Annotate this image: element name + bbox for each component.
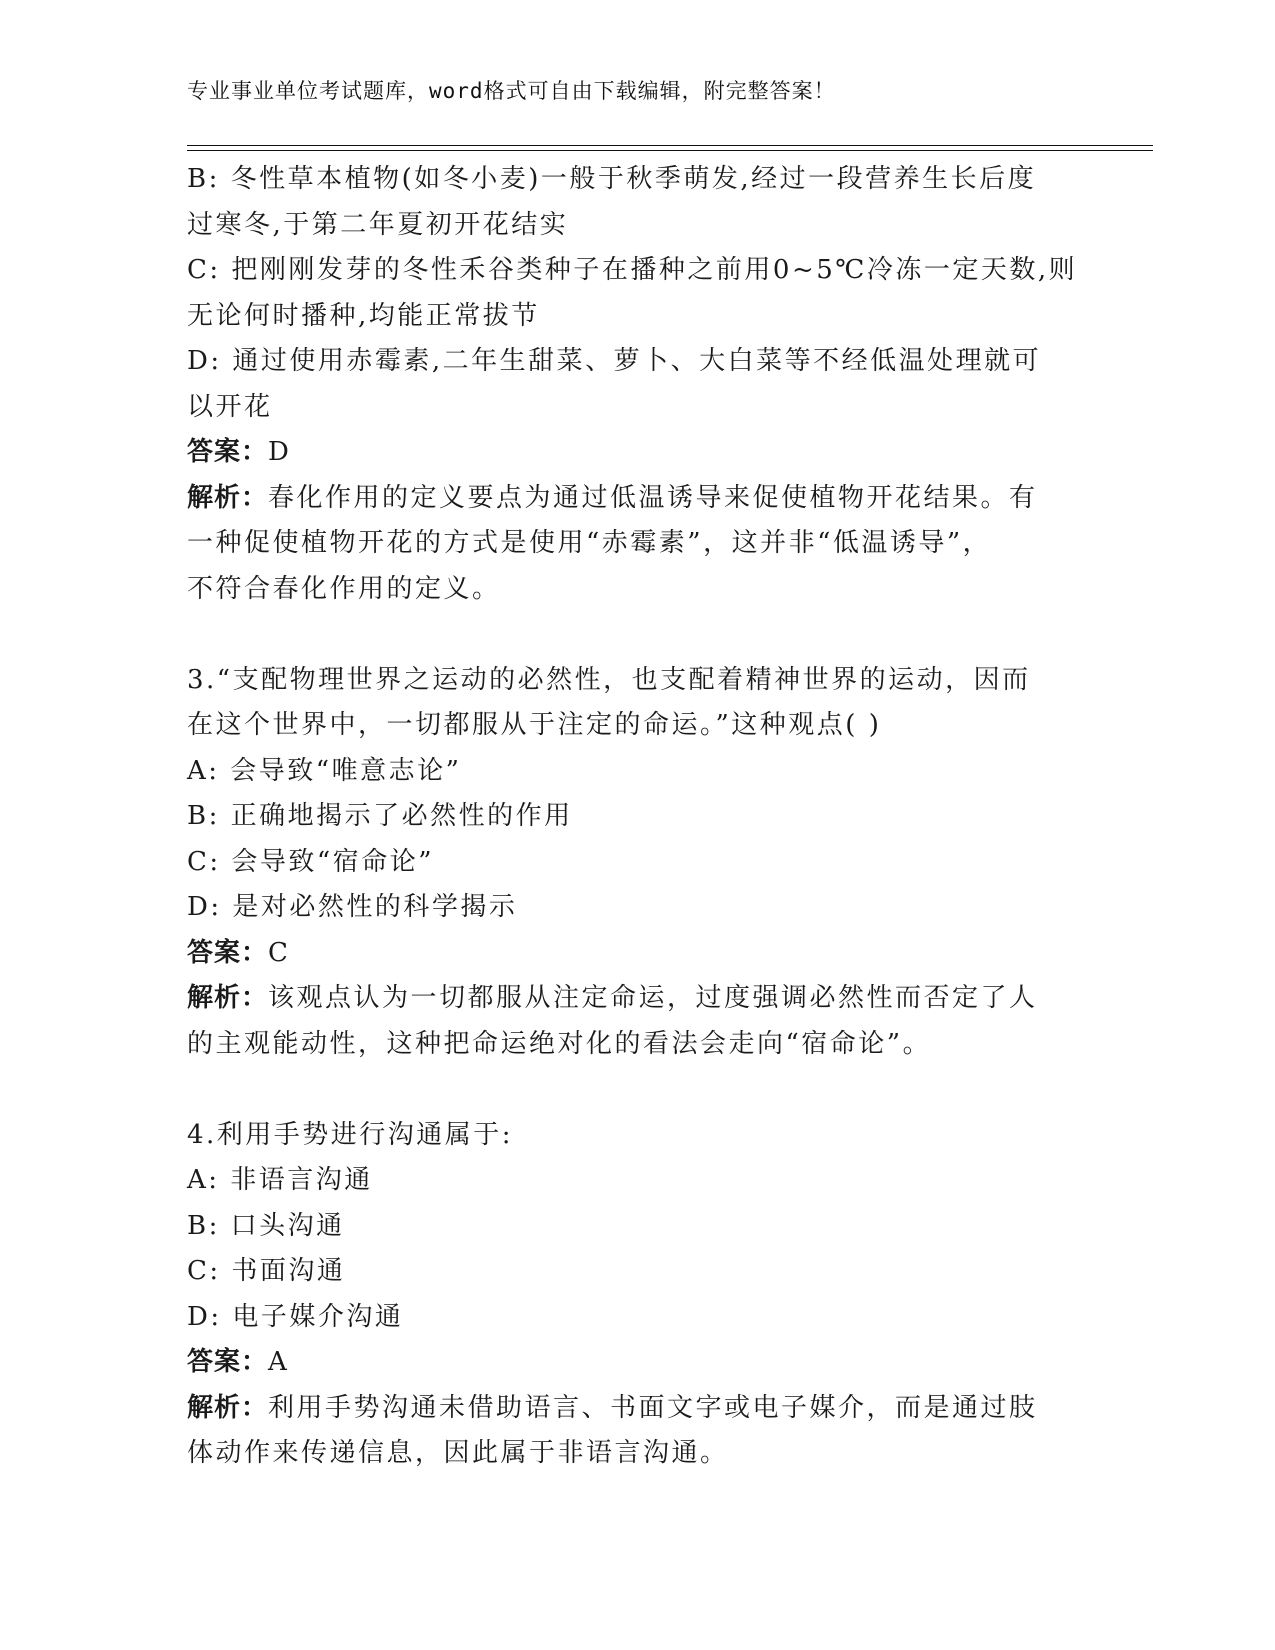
analysis-label: 解析：	[187, 1392, 269, 1423]
q3-analysis-line2: 的主观能动性，这种把命运绝对化的看法会走向“宿命论”。	[187, 1028, 932, 1059]
analysis-label: 解析：	[187, 482, 269, 513]
q2-analysis-line3: 不符合春化作用的定义。	[187, 573, 501, 604]
q4-option-a: A: 非语言沟通	[187, 1165, 373, 1195]
q3-option-c: C: 会导致“宿命论”	[187, 846, 435, 877]
q4-option-b: B: 口头沟通	[187, 1210, 345, 1241]
q2-analysis-text: 春化作用的定义要点为通过低温诱导来促使植物开花结果。有	[268, 482, 1038, 513]
q2-analysis-line2: 一种促使植物开花的方式是使用“赤霉素”，这并非“低温诱导”，	[187, 528, 992, 558]
q2-analysis-line1	[187, 476, 1087, 522]
question-content	[187, 157, 1087, 1477]
header-rule-bottom	[187, 150, 1153, 151]
spacer	[187, 1067, 1087, 1113]
q3-option-a: A: 会导致“唯意志论”	[187, 755, 462, 786]
q3-analysis-line1	[187, 976, 1087, 1022]
q2-option-c-line1: C: 把刚刚发芽的冬性禾谷类种子在播种之前用0~5℃冷冻一定天数,则	[187, 255, 1078, 285]
page-header: 专业事业单位考试题库，word格式可自由下载编辑，附完整答案！	[187, 79, 836, 103]
q4-answer	[187, 1340, 1087, 1386]
q4-analysis-text: 利用手势沟通未借助语言、书面文字或电子媒介，而是通过肢	[268, 1392, 1038, 1423]
q4-option-d: D: 电子媒介沟通	[187, 1301, 404, 1332]
answer-label: 答案：	[187, 437, 269, 467]
q3-answer-value: C	[268, 937, 291, 968]
q3-answer	[187, 931, 1087, 977]
q2-answer	[187, 430, 1087, 476]
q3-stem-line1: 3.“支配物理世界之运动的必然性，也支配着精神世界的运动，因而	[187, 664, 1031, 695]
q2-option-d-line2: 以开花	[187, 391, 273, 422]
q2-option-d-line1: D: 通过使用赤霉素,二年生甜菜、萝卜、大白菜等不经低温处理就可	[187, 346, 1042, 376]
answer-label: 答案：	[187, 1347, 269, 1377]
q4-analysis-line1	[187, 1386, 1087, 1432]
q3-option-d: D: 是对必然性的科学揭示	[187, 892, 518, 922]
q2-option-b-line2: 过寒冬,于第二年夏初开花结实	[187, 209, 569, 240]
q2-answer-value: D	[268, 437, 292, 467]
q4-analysis-line2: 体动作来传递信息，因此属于非语言沟通。	[187, 1438, 729, 1468]
q3-analysis-text: 该观点认为一切都服从注定命运，过度强调必然性而否定了人	[268, 983, 1038, 1013]
answer-label: 答案：	[187, 937, 269, 968]
q2-option-c-line2: 无论何时播种,均能正常拔节	[187, 300, 540, 331]
q4-stem: 4.利用手势进行沟通属于:	[187, 1119, 514, 1150]
spacer	[187, 612, 1087, 658]
analysis-label: 解析：	[187, 983, 269, 1013]
q2-option-b-line1: B: 冬性草本植物(如冬小麦)一般于秋季萌发,经过一段营养生长后度	[187, 164, 1037, 194]
header-rule-top	[187, 145, 1153, 146]
q3-option-b: B: 正确地揭示了必然性的作用	[187, 801, 573, 831]
q4-answer-value: A	[268, 1347, 290, 1377]
q3-stem-line2: 在这个世界中，一切都服从于注定的命运。”这种观点( )	[187, 710, 882, 740]
q4-option-c: C: 书面沟通	[187, 1256, 346, 1286]
